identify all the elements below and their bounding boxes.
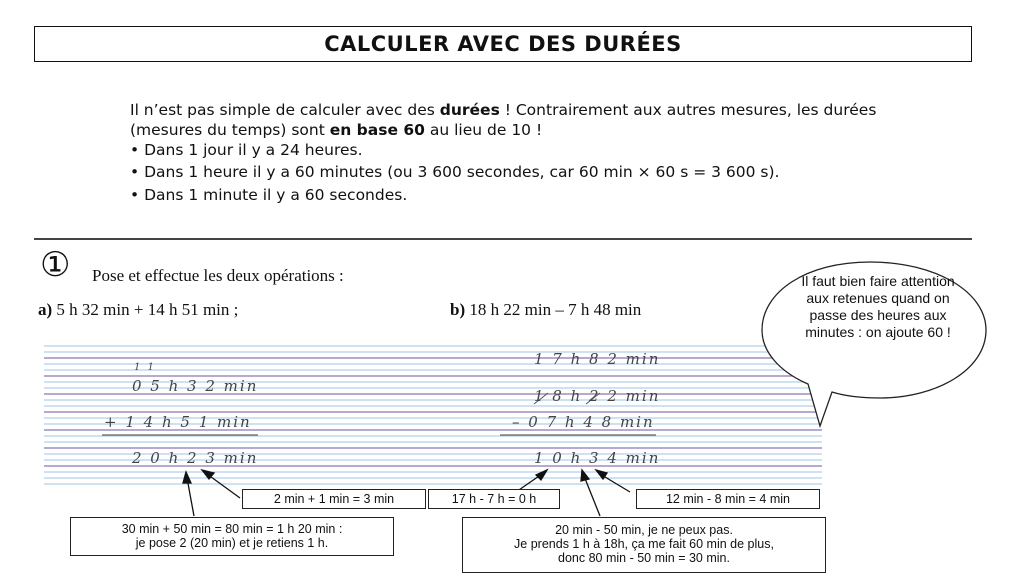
exercise-number-icon: ① <box>40 245 71 285</box>
note-borrow-b-line3: donc 80 min - 50 min = 30 min. <box>558 551 730 565</box>
note-carry-a <box>70 517 394 556</box>
bullet-item: • Dans 1 heure il y a 60 minutes (ou 3 600 secondes, car 60 min × 60 s = 3 600 s). <box>130 162 930 182</box>
note-borrow-b <box>462 517 826 573</box>
note-borrow-b-line2: Je prends 1 h à 18h, ça me fait 60 min de plus, <box>514 537 774 551</box>
intro-bold-base60: en base 60 <box>329 121 425 139</box>
calc-b-line1: 1 8 h 2 2 min <box>534 387 661 405</box>
calc-a-result: 2 0 h 2 3 min <box>132 449 259 467</box>
calc-a-line2: + 1 4 h 5 1 min <box>104 413 252 431</box>
exercise-instruction: Pose et effectue les deux opérations : <box>92 266 344 285</box>
speech-bubble-text: Il faut bien faire attention aux retenues quand on passe des heures aux minutes : on ajoute 60 ! <box>801 273 955 340</box>
calc-b-result: 1 0 h 3 4 min <box>534 449 661 467</box>
calc-b-line0: 1 7 h 8 2 min <box>534 350 661 368</box>
operation-b-label: b) <box>450 300 466 319</box>
intro-part: au lieu de 10 ! <box>424 121 543 139</box>
note-hours-b: 17 h - 7 h = 0 h <box>428 489 560 509</box>
operation-b-text: 18 h 22 min – 7 h 48 min <box>465 300 642 319</box>
note-minutes-b: 12 min - 8 min = 4 min <box>636 489 820 509</box>
carry-digits-a: 1 1 <box>134 362 156 373</box>
note-borrow-b-line1: 20 min - 50 min, je ne peux pas. <box>555 523 733 537</box>
operation-a-text: 5 h 32 min + 14 h 51 min ; <box>52 300 239 319</box>
bullet-item: • Dans 1 jour il y a 24 heures. <box>130 140 930 160</box>
operation-a-label: a) <box>38 300 53 319</box>
page-title: CALCULER AVEC DES DURÉES <box>34 26 972 62</box>
note-carry-a-line1: 30 min + 50 min = 80 min = 1 h 20 min : <box>121 522 343 536</box>
bullet-item: • Dans 1 minute il y a 60 secondes. <box>130 185 930 205</box>
calc-b-line2: – 0 7 h 4 8 min <box>512 413 655 431</box>
intro-bold-durees: durées <box>439 101 500 119</box>
note-carry-a-line2: je pose 2 (20 min) et je retiens 1 h. <box>135 536 329 550</box>
note-minutes-a: 2 min + 1 min = 3 min <box>242 489 426 509</box>
intro-part: ! Contrairement aux autres mesures, les durées (mesures du temps) sont <box>130 101 877 139</box>
intro-part: Il n’est pas simple de calculer avec des <box>130 101 440 119</box>
calc-a-line1: 0 5 h 3 2 min <box>132 377 259 395</box>
